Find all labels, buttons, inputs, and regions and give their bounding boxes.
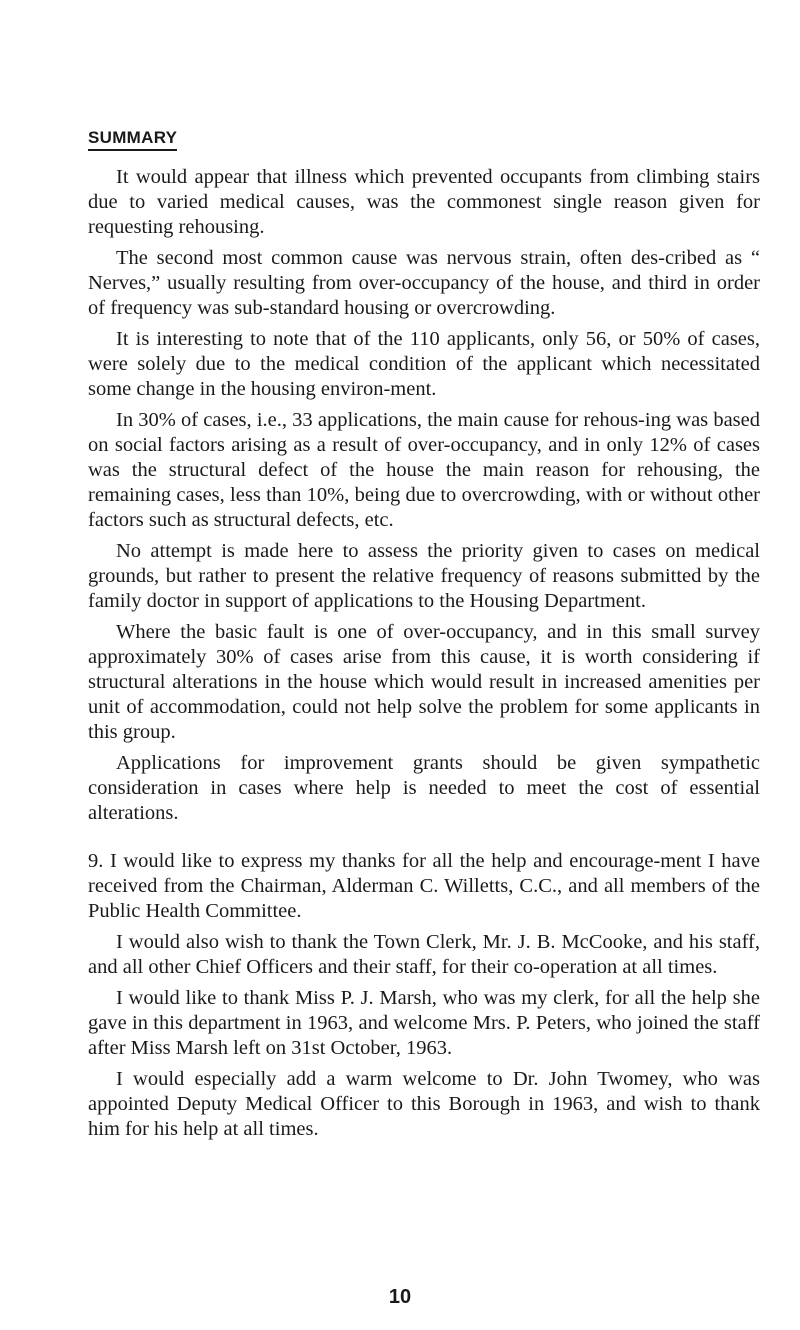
paragraph-8-numbered: 9. I would like to express my thanks for all the help and encourage-ment I have received from the Chairman, Alderman C. Willetts, C.C., and all members of the Public Health Committee. bbox=[88, 850, 760, 922]
paragraph-6: Where the basic fault is one of over-occupancy, and in this small survey approximately 30% of cases arise from this cause, it is worth considering if structural alterations in the house which would result in increased amenities per unit of accommodation, could not help solve the problem for some applicants in this group. bbox=[88, 621, 760, 743]
page-number: 10 bbox=[388, 1286, 412, 1308]
paragraph-2: The second most common cause was nervous strain, often des-cribed as “ Nerves,” usually resulting from over-occupancy of the house, and third in order of frequency was sub-standard housing or overcrowding. bbox=[88, 247, 760, 319]
paragraph-7: Applications for improvement grants should be given sympathetic consideration in cases where help is needed to meet the cost of essential alterations. bbox=[88, 752, 760, 824]
paragraph-9: I would also wish to thank the Town Clerk, Mr. J. B. McCooke, and his staff, and all other Chief Officers and their staff, for their co-operation at all times. bbox=[88, 931, 760, 978]
paragraph-5: No attempt is made here to assess the priority given to cases on medical grounds, but rather to present the relative frequency of reasons submitted by the family doctor in support of applications to the Housing Department. bbox=[88, 540, 760, 612]
paragraph-11: I would especially add a warm welcome to Dr. John Twomey, who was appointed Deputy Medical Officer to this Borough in 1963, and wish to thank him for his help at all times. bbox=[88, 1068, 760, 1140]
paragraph-3: It is interesting to note that of the 110 applicants, only 56, or 50% of cases, were solely due to the medical condition of the applicant which necessitated some change in the housing environ-ment. bbox=[88, 328, 760, 400]
section-heading: SUMMARY bbox=[88, 128, 177, 151]
paragraph-4: In 30% of cases, i.e., 33 applications, the main cause for rehous-ing was based on social factors arising as a result of over-occupancy, and in only 12% of cases was the structural defect of the house the main reason for rehousing, the remaining cases, less than 10%, being due to overcrowding, with or without other factors such as structural defects, etc. bbox=[88, 409, 760, 531]
paragraph-10: I would like to thank Miss P. J. Marsh, who was my clerk, for all the help she gave in this department in 1963, and welcome Mrs. P. Peters, who joined the staff after Miss Marsh left on 31st October, 1963. bbox=[88, 987, 760, 1059]
document-page bbox=[88, 128, 760, 1148]
paragraph-1: It would appear that illness which prevented occupants from climbing stairs due to varied medical causes, was the commonest single reason given for requesting rehousing. bbox=[88, 166, 760, 238]
